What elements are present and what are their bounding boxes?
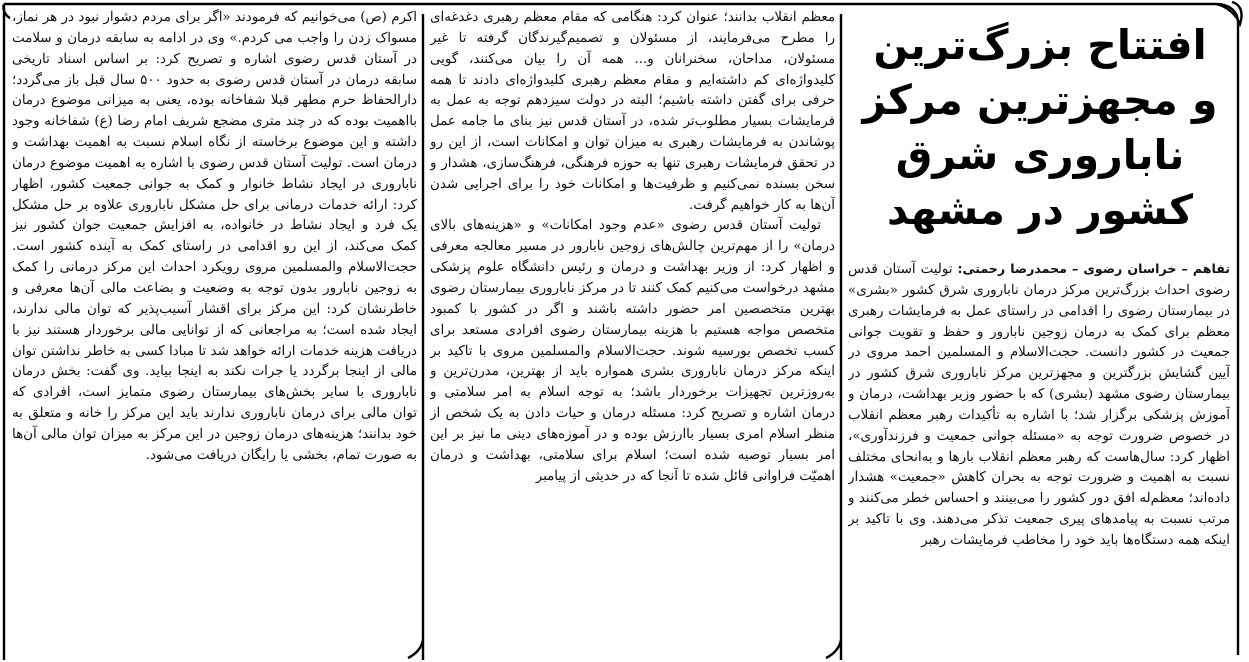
article-column-right — [848, 259, 1230, 659]
paragraph-text: تولیت آستان قدس رضوی احداث بزرگ‌ترین مرکز درمان ناباروری شرق کشور «بشری» در بیمارستان رضوی را اقدامی در راستای عمل به فرمایشات رهبری معظم برای کمک به درمان زوجین نابارور و حفظ و تقویت جوانی جمعیت در کشور دانست. حجت‌الاسلام و المسلمین احمد مروی در آیین گشایش بزرگترین و مجهزترین مرکز ناباروری شرق کشور در بیمارستان رضوی مشهد (بشری) که با حضور وزیر بهداشت، درمان و آموزش پزشکی برگزار شد؛ با اشاره به تأکیدات رهبر معظم انقلاب در خصوص ضرورت توجه به «مسئله جوانی جمعیت و فرزندآوری»، اظهار کرد: سال‌هاست که رهبر معظم انقلاب بارها و به‌انحای مختلف نسبت به اهمیت و ضرورت توجه به بحران کاهش «جمعیت» هشدار داده‌اند؛ معظم‌له افق دور کشور را می‌بینند و احساس خطر می‌کنند و مرتب نسبت به پیامدهای پیری جمعیت تذکر می‌دهند. وی با تاکید بر اینکه همه دستگاه‌ها باید خود را مخاطب فرمایشات رهبر — [848, 262, 1230, 548]
article-column-left — [12, 8, 417, 660]
article-paragraph: تولیت آستان قدس رضوی «عدم وجود امکانات» و «هزینه‌های بالای درمان» را از مهم‌ترین چالش‌های زوجین نابارور در مسیر معالجه معرفی و اظهار کرد: از وزیر بهداشت و درمان و رئیس دانشگاه علوم پزشکی مشهد درخواست می‌کنیم کمک کنند تا در مرکز ناباروری بیمارستان رضوی بهترین متخصصین امر حضور داشته باشند و اگر در کشور با کمبود متخصص مواجه هستیم با هزینه بیمارستان رضوی افرادی مستعد برای کسب تخصص بورسیه شوند. حجت‌الاسلام والمسلمین مروی با تاکید بر اینکه مرکز درمان ناباروری بشری همواره باید از بهترین، مدرن‌ترین و به‌روزترین تجهیزات برخوردار باشد؛ به توجه اسلام به امر سلامتی و درمان اشاره و تصریح کرد: مسئله درمان و حیات دادن به یک شخص از منظر اسلام امری بسیار باارزش بوده و در آموزه‌های دینی ما نیز بر این امر بسیار توصیه شده است؛ اسلام برای سلامتی، بهداشت و درمان اهمیّت فراوانی قائل شده تا آنجا که در حدیثی از پیامبر — [430, 218, 835, 484]
corner-curl-top-left — [3, 4, 10, 18]
article-paragraph — [848, 259, 1230, 552]
article-paragraph: اکرم (ص) می‌خوانیم که فرمودند «اگر برای مردم دشوار نبود در هر نماز، مسواک زدن را واجب می کردم.» وی در ادامه به سابقه درمان و سلامت در آستان قدس رضوی اشاره و تصریح کرد: بر اساس اسناد تاریخی سابقه درمان در آستان قدس رضوی به حدود ۵۰۰ سال قبل باز می‌گردد؛ دارالحفاظ حرم مطهر قبلا شفاخانه بوده، یعنی به میزانی موضوع درمان بااهمیت بوده که در چند متری مضجع شریف امام رضا (ع) شفاخانه وجود داشته و این موضوع برخاسته از نگاه اسلام نسبت به اهمیت بهداشت و درمان است. تولیت آستان قدس رضوی با اشاره به اهمیت موضوع درمان ناباروری در ایجاد نشاط خانوار و کمک به جوانی جمعیت کشور، اظهار کرد: ارائه خدمات درمانی برای حل مشکل ناباروری علاوه بر حل مشکل یک فرد و ایجاد نشاط در خانواده، به افزایش جمعیت جوان کشور نیز کمک می‌کند، از این رو اقدامی در راستای کمک به آینده کشور است. حجت‌الاسلام والمسلمین مروی رویکرد احداث این مرکز درمانی را کمک به زوجین نابارور بدون توجه به وضعیت و بضاعت مالی آن‌ها معرفی و خاطرنشان کرد: این مرکز برای اقشار آسیب‌پذیر که توان مالی ندارند، ایجاد شده است؛ به مراجعانی که از توانایی مالی برخوردار هستند نیز با دریافت هزینه خدمات ارائه خواهد شد تا مبادا کسی به خاطر نداشتن توان مالی از اینجا برگردد یا جرات نکند به اینجا بیاید. وی گفت: بخش درمان ناباروری با سایر بخش‌های بیمارستان رضوی متمایز است، افرادی که توان مالی برای درمان ناباروری ندارند باید این مرکز را خانه و متعلق به خود بدانند؛ هزینه‌های درمان زوجین در این مرکز به میزان توان مالی آن‌ها به صورت تمام، بخشی یا رایگان دریافت می‌شود. — [12, 10, 417, 463]
headline: افتتاح بزرگ‌ترین و مجهزترین مرکز ناباروری شرق کشور در مشهد — [862, 21, 1218, 234]
article-paragraph: معظم انقلاب بدانند؛ عنوان کرد: هنگامی که مقام معظم رهبری دغدغه‌ای را مطرح می‌فرمایند، از مسئولان و تصمیم‌گیرندگان گرفته تا غیر مسئولان، مداحان، سخنرانان و... همه آن را بیان می‌کنند، گویی کلیدواژه‌ای کم داشته‌ایم و مقام معظم رهبری کلیدواژه‌ای دادند تا همه حرفی برای گفتن داشته باشیم؛ البته در دولت سیزدهم توجه به عمل به فرمایشات بسیار مطلوب‌تر شده، در آستان قدس نیز بنای ما جامه عمل پوشاندن به فرمایشات رهبری به میزان توان و امکانات است، از این رو در تحقق فرمایشات رهبری تنها به حوزه فرهنگی، فرهنگ‌سازی، هشدار و سخن بسنده نمی‌کنیم و ظرفیت‌ها و امکانات خود را برای اجرایی شدن آن‌ها به کار خواهیم گرفت. — [430, 10, 835, 213]
article-column-middle — [430, 8, 835, 660]
byline: تفاهم – خراسان رضوی – محمدرضا رحمتی: — [957, 261, 1230, 276]
